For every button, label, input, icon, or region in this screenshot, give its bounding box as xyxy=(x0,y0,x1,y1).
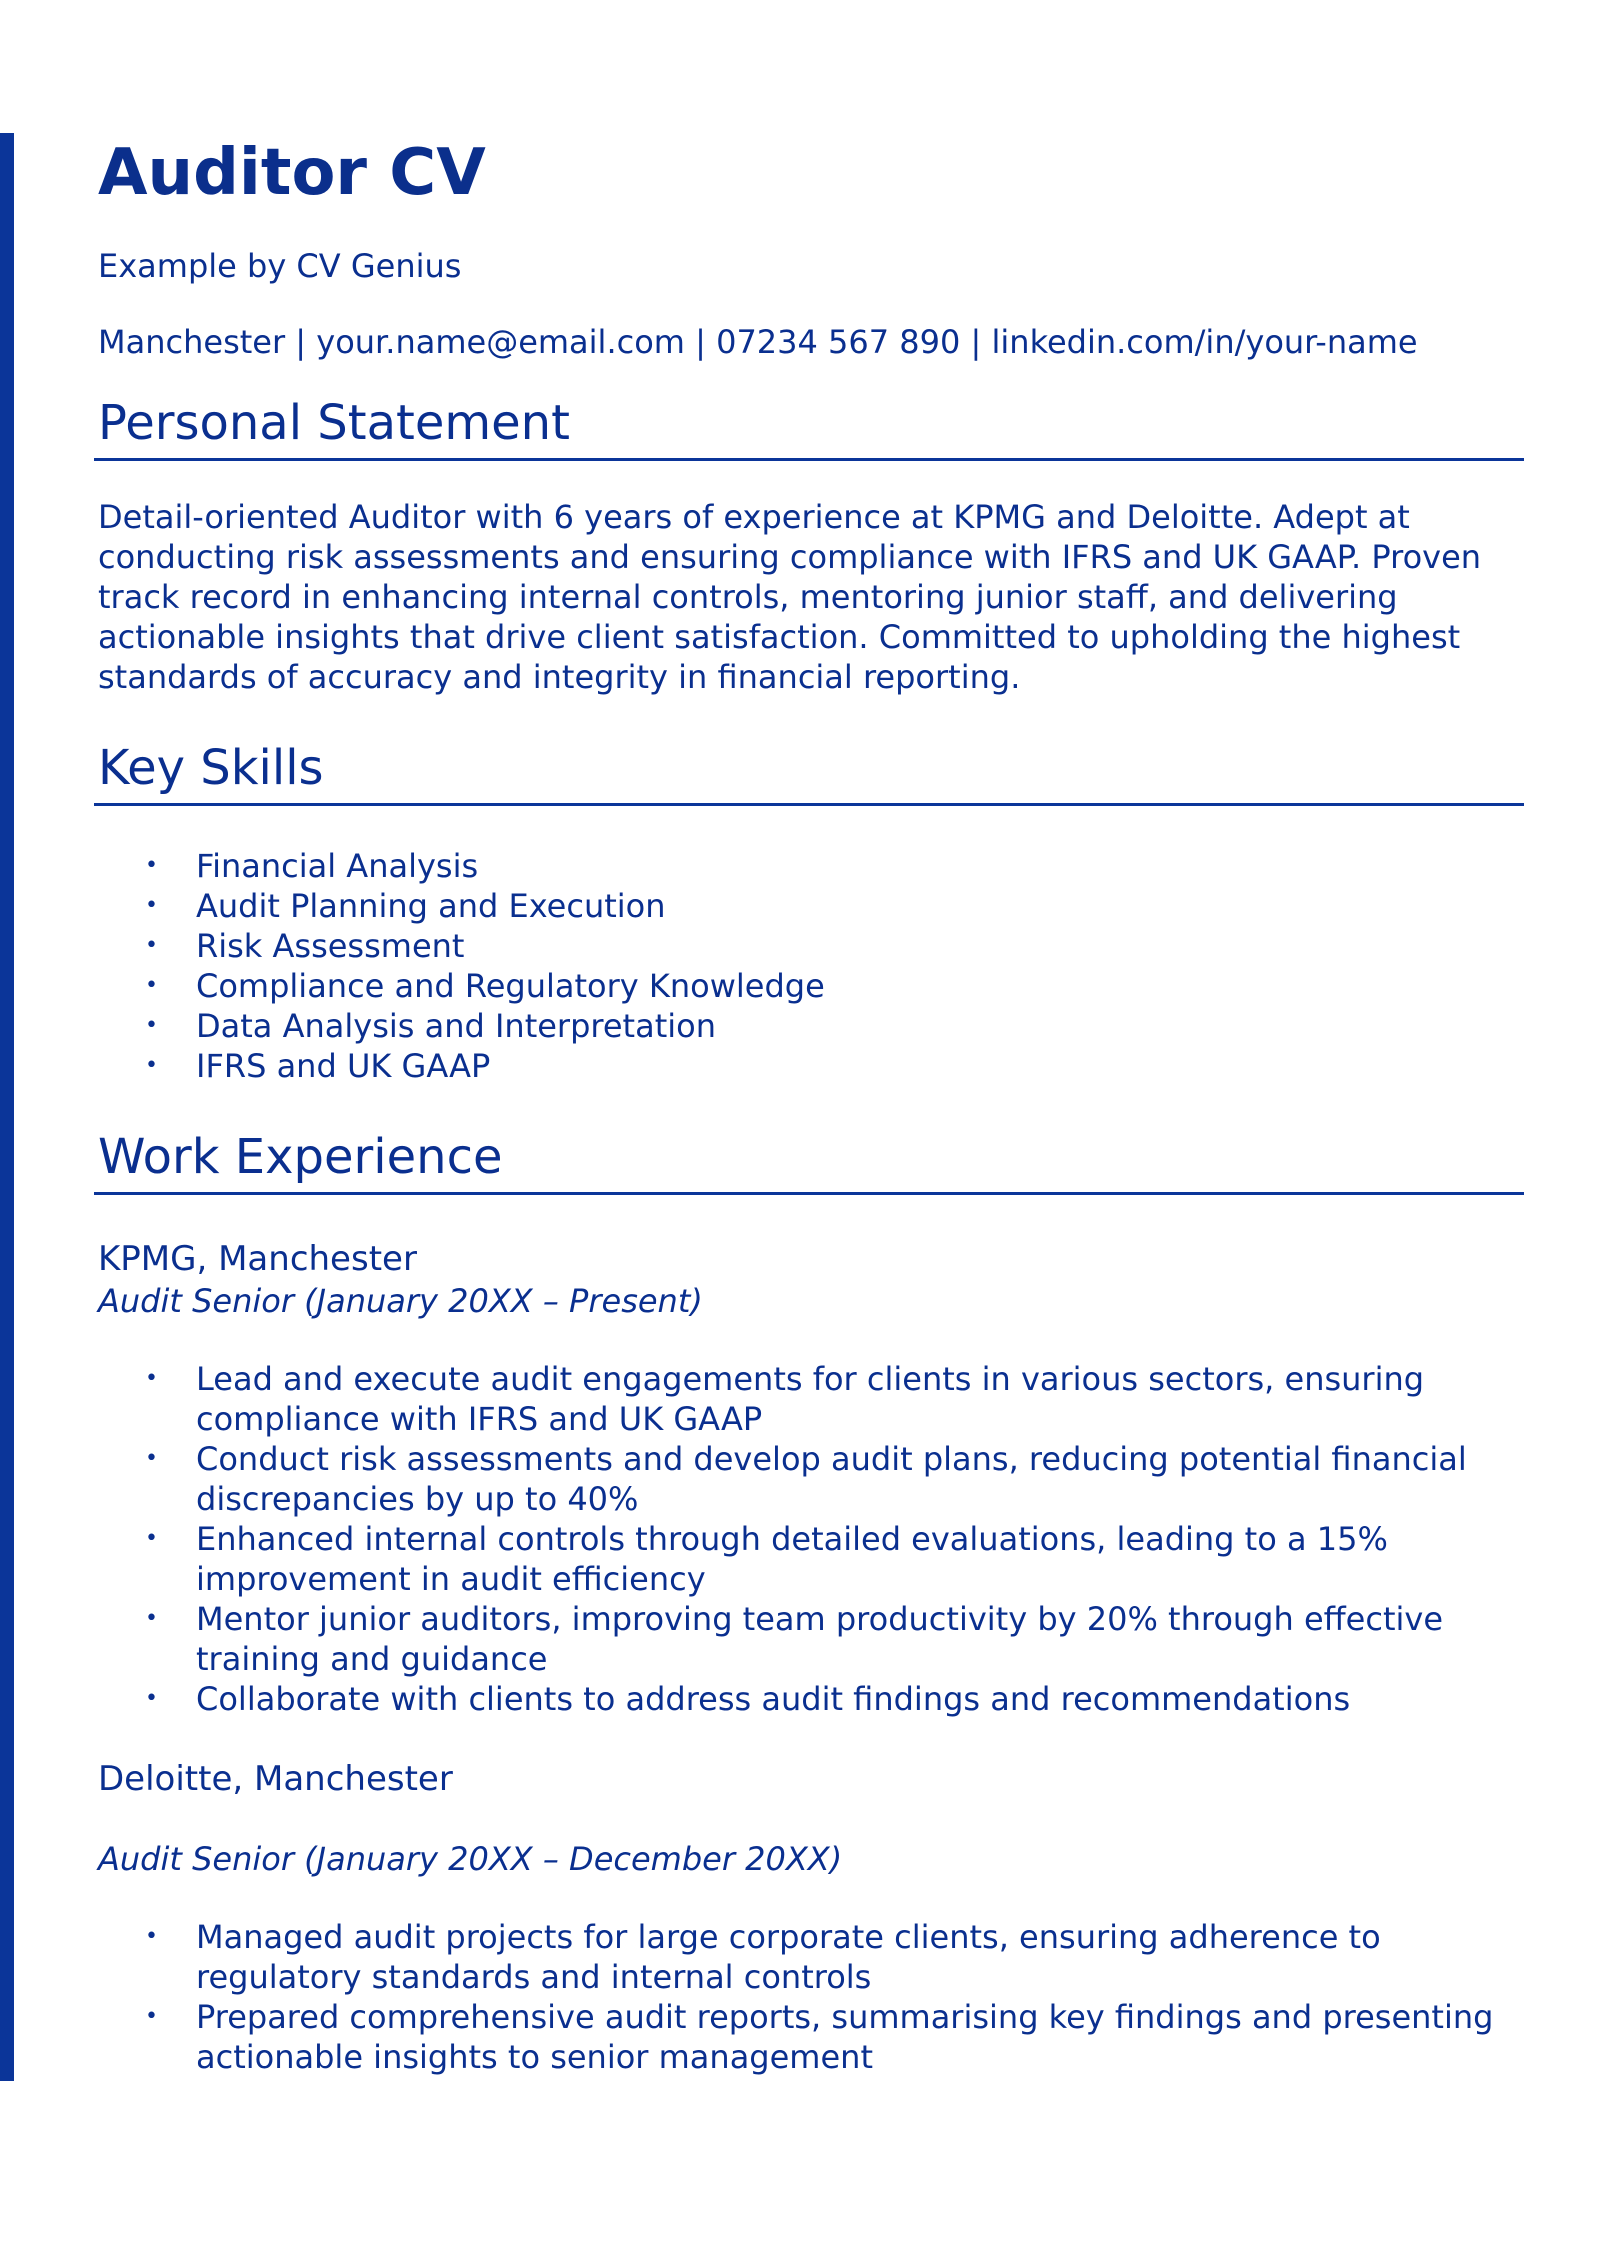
skill-text: Compliance and Regulatory Knowledge xyxy=(196,967,825,1005)
bullet-icon: • xyxy=(145,1526,158,1551)
skill-text: Risk Assessment xyxy=(196,927,465,965)
job-achievements-list xyxy=(98,1359,1528,1719)
achievement-item xyxy=(98,1679,1528,1719)
work-experience-heading: Work Experience xyxy=(94,1126,1524,1195)
skill-text: Audit Planning and Execution xyxy=(196,887,666,925)
cv-subtitle: Example by CV Genius xyxy=(98,247,462,285)
left-accent-bar xyxy=(0,133,14,2081)
skill-item xyxy=(98,966,1528,1006)
job-role: Audit Senior (January 20XX – Present) xyxy=(98,1282,703,1320)
bullet-icon: • xyxy=(145,853,158,878)
job-company: Deloitte, Manchester xyxy=(98,1759,453,1799)
key-skills-heading: Key Skills xyxy=(94,737,1524,806)
cv-page xyxy=(98,128,1528,2077)
achievement-item xyxy=(98,1519,1528,1599)
skill-text: Financial Analysis xyxy=(196,847,479,885)
skill-item xyxy=(98,886,1528,926)
achievement-text: Lead and execute audit engagements for clients in various sectors, ensuring compliance with IFRS and UK GAAP xyxy=(196,1360,1425,1438)
bullet-icon: • xyxy=(145,1366,158,1391)
bullet-icon: • xyxy=(145,1013,158,1038)
personal-statement-text: Detail-oriented Auditor with 6 years of experience at KPMG and Deloitte. Adept at conducting risk assessments and ensuring compliance with IFRS and UK GAAP. Proven track record in enhancing internal controls, mentoring junior staff, and delivering actionable insights that drive client satisfaction. Committed to upholding the highest standards of accuracy and integrity in financial reporting. xyxy=(98,498,1482,696)
achievement-text: Conduct risk assessments and develop audit plans, reducing potential financial discrepancies by up to 40% xyxy=(196,1440,1467,1518)
bullet-icon: • xyxy=(145,973,158,998)
skill-item xyxy=(98,926,1528,966)
achievement-text: Mentor junior auditors, improving team productivity by 20% through effective training and guidance xyxy=(196,1600,1444,1678)
skill-text: IFRS and UK GAAP xyxy=(196,1047,491,1085)
skill-text: Data Analysis and Interpretation xyxy=(196,1007,716,1045)
bullet-icon: • xyxy=(145,1446,158,1471)
contact-line: Manchester | your.name@email.com | 07234 567 890 | linkedin.com/in/your-name xyxy=(98,323,1418,361)
achievement-text: Prepared comprehensive audit reports, summarising key findings and presenting actionable insights to senior management xyxy=(196,1998,1494,2076)
achievement-item xyxy=(98,1439,1528,1519)
achievement-item xyxy=(98,1599,1528,1679)
personal-statement-heading: Personal Statement xyxy=(94,392,1524,461)
job-company: KPMG, Manchester xyxy=(98,1239,417,1279)
skill-item xyxy=(98,1006,1528,1046)
bullet-icon: • xyxy=(145,1053,158,1078)
achievement-text: Enhanced internal controls through detailed evaluations, leading to a 15% improvement in audit efficiency xyxy=(196,1520,1388,1598)
job-achievements-list xyxy=(98,1917,1528,2077)
achievement-item xyxy=(98,1997,1528,2077)
bullet-icon: • xyxy=(145,2004,158,2029)
achievement-text: Collaborate with clients to address audit findings and recommendations xyxy=(196,1680,1351,1718)
achievement-text: Managed audit projects for large corporate clients, ensuring adherence to regulatory standards and internal controls xyxy=(196,1918,1381,1996)
bullet-icon: • xyxy=(145,1606,158,1631)
skill-item xyxy=(98,846,1528,886)
achievement-item xyxy=(98,1917,1528,1997)
skill-item xyxy=(98,1046,1528,1086)
bullet-icon: • xyxy=(145,1686,158,1711)
bullet-icon: • xyxy=(145,933,158,958)
cv-title: Auditor CV xyxy=(98,136,486,210)
achievement-item xyxy=(98,1359,1528,1439)
bullet-icon: • xyxy=(145,1924,158,1949)
bullet-icon: • xyxy=(145,893,158,918)
key-skills-list xyxy=(98,846,1528,1086)
job-role: Audit Senior (January 20XX – December 20XX) xyxy=(98,1840,843,1878)
